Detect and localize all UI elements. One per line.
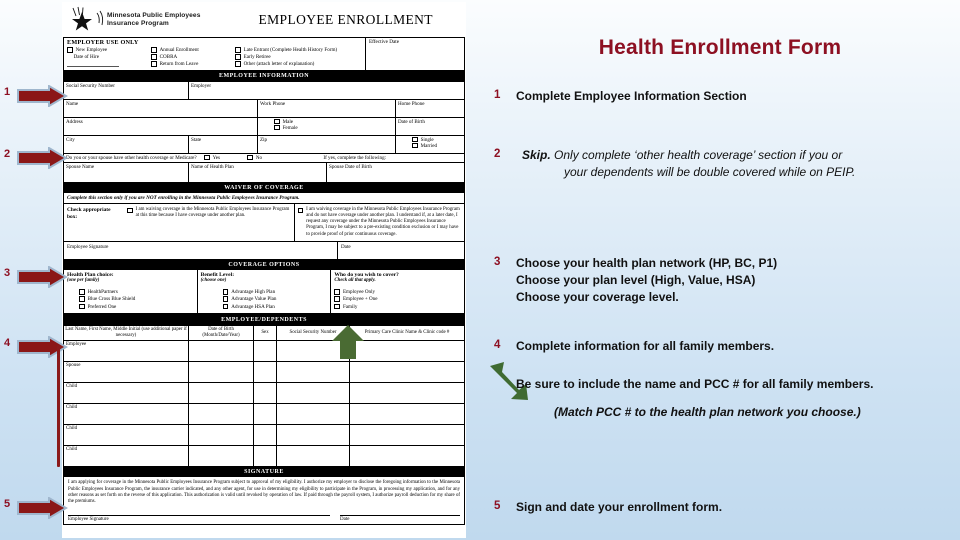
field-spouse-name[interactable]: Spouse Name [64,162,189,182]
field-marital-status[interactable]: Single Married [396,135,465,153]
page-title: Health Enrollment Form [598,36,842,59]
waiver-employee-signature[interactable]: Employee Signature [67,243,109,250]
employer-use-only-title: EMPLOYER USE ONLY [67,39,139,46]
form-document-title: EMPLOYEE ENROLLMENT [258,12,433,27]
checkbox-late-entrant[interactable]: Late Entrant (Complete Health History Form) [235,47,362,54]
table-row [64,135,465,153]
step-text: Complete Employee Information Section [516,89,747,103]
checkbox-icon [274,125,280,131]
field-work-phone[interactable]: Work Phone [258,99,396,117]
cell-dob[interactable] [189,404,254,425]
step-number: 1 [494,89,501,101]
step-text: Complete information for all family members. [516,339,775,353]
signature-banner: SIGNATURE [63,467,465,477]
form-header [63,3,465,37]
cell-sex[interactable] [254,383,277,404]
table-row [64,446,465,467]
employee-information-banner: EMPLOYEE INFORMATION [63,71,465,81]
checkbox-icon [235,54,241,60]
checkbox-advantage-value[interactable]: Advantage Value Plan [223,296,328,303]
checkbox-early-retiree[interactable]: Early Retiree [235,54,362,61]
checkbox-new-employee[interactable]: New Employee [67,47,151,54]
cell-dob[interactable] [189,362,254,383]
row-label: Spouse [64,362,189,383]
cell-dob[interactable] [189,425,254,446]
peip-star-logo-icon [67,5,107,35]
step-3 [494,255,954,306]
checkbox-icon [412,143,418,149]
employee-information-table [63,81,465,183]
step-2 [494,147,954,181]
table-row [64,162,465,182]
checkbox-icon [79,296,85,302]
checkbox-icon [334,296,340,302]
red-range-bar [57,345,60,467]
waiver-check-label: Check appropriate box: [67,206,111,220]
field-zip[interactable]: Zip [258,135,396,153]
checkbox-icon [223,296,229,302]
step2-body: Only complete ‘other health coverage’ section if you or [554,148,843,162]
field-address[interactable]: Address [64,117,258,135]
row-label: Employee [64,341,189,362]
enrollment-form-document [62,2,466,538]
step-text: Choose your health plan network (HP, BC, P1) Choose your plan level (High, Value, HSA) Choose your coverage level. [516,256,778,304]
date-of-hire-line [67,61,151,68]
table-row [64,404,465,425]
checkbox-icon [334,289,340,295]
table-row [64,153,465,162]
checkbox-icon [79,289,85,295]
waiver-date[interactable]: Date [337,242,464,259]
table-row [64,362,465,383]
cell-pcc[interactable] [350,425,465,446]
checkbox-icon [247,155,253,161]
checkbox-employee-plus-one[interactable]: Employee + One [334,296,461,303]
who-to-cover-group: Who do you wish to cover? Check all that apply. Employee Only Employee + One Family [330,270,464,313]
table-row [64,425,465,446]
checkbox-icon [274,119,280,125]
cell-pcc[interactable] [350,404,465,425]
signature-date-line[interactable]: Date [340,515,460,522]
field-state[interactable]: State [189,135,258,153]
cell-pcc[interactable] [350,383,465,404]
col-name: Last Name, First Name, Middle Initial (use additional paper if necessary) [64,326,189,341]
note-pcc: PCC # [704,377,740,391]
step-number: 4 [494,339,501,351]
step-number: 5 [494,500,501,512]
waiver-banner: WAIVER OF COVERAGE [63,183,465,193]
field-name[interactable]: Name [64,99,258,117]
field-sex[interactable]: Male Female [258,117,396,135]
red-arrow-label-5: 5 [4,498,11,510]
field-ssn[interactable]: Social Security Number [64,81,189,99]
coverage-options-section [63,270,465,315]
checkbox-annual-enrollment[interactable]: Annual Enrollment [151,47,235,54]
col-pcc: Primary Care Clinic Name & Clinic code # [350,326,465,341]
col-sex: Sex [254,326,277,341]
checkbox-icon [235,47,241,53]
field-other-coverage-question[interactable]: Do you or your spouse have other health coverage or Medicare? Yes No If yes, complete the following: [64,153,465,162]
cell-pcc[interactable] [350,446,465,467]
cell-ssn[interactable] [277,425,350,446]
signature-employee-line[interactable]: Employee Signature [68,515,330,522]
red-arrow-3 [16,266,68,288]
signature-agreement-text: I am applying for coverage in the Minnesota Public Employees Insurance Program subject to approval of my eligibility. I authorize my employer to disclose the foregoing information to the Minnesota Public Employees Insurance Program, the insurance carrier indicated, and any other agent, for use in determining my eligibility to participate in the Program, in processing my application, and for any other reasons as set forth on the reverse of this application. This authorization is valid until revoked by operation of law. If paid through the payroll system, I authorize payroll deduction for my share of the premiums. [63,477,465,509]
note-post: for all family members. [739,377,874,391]
field-city[interactable]: City [64,135,189,153]
red-arrow-label-3: 3 [4,267,11,279]
checkbox-icon [223,289,229,295]
red-arrow-5 [16,497,68,519]
red-arrow-1 [16,85,68,107]
instructions-panel [480,0,960,540]
cell-ssn[interactable] [277,383,350,404]
cell-ssn[interactable] [277,446,350,467]
step-text [516,147,855,181]
waiver-option-1[interactable]: I am waiving coverage in the Minnesota Public Employees Insurance Program at this time because I have coverage under another plan. [124,204,294,241]
step-number: 3 [494,256,501,268]
red-arrow-4 [16,336,68,358]
red-arrow-label-4: 4 [4,337,11,349]
step2-body-2: your dependents will be double covered while on PEIP. [564,165,856,179]
checkbox-icon [204,155,210,161]
note-pre: Be sure to include the [516,377,645,391]
field-spouse-dob[interactable]: Spouse Date of Birth [327,162,465,182]
table-header-row [64,326,465,341]
cell-dob[interactable] [189,446,254,467]
table-row [64,341,465,362]
checkbox-preferredone[interactable]: Preferred One [79,304,194,311]
spacer [67,55,71,59]
field-home-phone[interactable]: Home Phone [396,99,465,117]
dependents-banner: EMPLOYEE/DEPENDENTS [63,315,465,325]
note-name: name [644,377,677,391]
cell-sex[interactable] [254,362,277,383]
checkbox-cobra[interactable]: COBRA [151,54,235,61]
table-row [64,99,465,117]
cell-sex[interactable] [254,446,277,467]
checkbox-icon [151,47,157,53]
row-label: Child [64,404,189,425]
waiver-section [63,193,465,260]
table-row [64,81,465,99]
cell-dob[interactable] [189,341,254,362]
checkbox-bluecross[interactable]: Blue Cross Blue Shield [79,296,194,303]
checkbox-icon [334,304,340,310]
note-match-pcc: (Match PCC # to the health plan network you choose.) [554,405,861,419]
form-org-name: Minnesota Public Employees Insurance Program [107,12,201,27]
step-text: Sign and date your enrollment form. [516,500,723,514]
red-arrow-label-1: 1 [4,86,11,98]
row-label: Child [64,446,189,467]
green-arrow-form-pcc [328,325,368,368]
waiver-option-2[interactable]: I am waiving coverage in the Minnesota Public Employees Insurance Program and do not have coverage under another plan. I understand if, at a later date, I request any coverage under the Minnesota Public Employees Insurance Program, I may be subject to a pre-existing condition exclusion or I may have to provide proof of prior continuous coverage. [294,204,465,241]
red-arrow-2 [16,147,68,169]
table-row [64,383,465,404]
cell-sex[interactable] [254,341,277,362]
note-mid: and [676,377,705,391]
checkbox-icon [127,208,133,214]
checkbox-icon [412,137,418,143]
benefit-level-group: Benefit Level: (choose one) Advantage High Plan Advantage Value Plan Advantage HSA Plan [197,270,331,313]
field-employer[interactable]: Employer [189,81,465,99]
cell-sex[interactable] [254,404,277,425]
checkbox-family[interactable]: Family [334,304,461,311]
row-label: Child [64,383,189,404]
step-4 [494,338,954,355]
red-arrow-label-2: 2 [4,148,11,160]
coverage-options-banner: COVERAGE OPTIONS [63,260,465,270]
cell-ssn[interactable] [277,404,350,425]
checkbox-return-from-leave[interactable]: Return from Leave [151,61,235,68]
checkbox-advantage-hsa[interactable]: Advantage HSA Plan [223,304,328,311]
checkbox-other[interactable]: Other (attach letter of explanation) [235,61,362,68]
col-dob: Date of Birth (Month/Date/Year) [189,326,254,341]
checkbox-icon [235,61,241,67]
checkbox-employee-only[interactable]: Employee Only [334,289,461,296]
health-plan-choice-group: Health Plan choice: (one per family) HealthPartners Blue Cross Blue Shield Preferred One [64,270,197,313]
checkbox-icon [151,61,157,67]
waiver-note: Complete this section only if you are NOT enrolling in the Minnesota Public Employees Insurance Program. [64,193,464,204]
checkbox-icon [67,47,73,53]
table-row [64,117,465,135]
field-date-of-hire: Date of Hire [67,54,151,61]
checkbox-icon [151,54,157,60]
field-effective-date[interactable]: Effective Date [365,38,464,70]
col-ssn: Social Security Number [277,326,350,341]
checkbox-icon [298,208,304,214]
employer-use-only-section [63,37,465,71]
cell-dob[interactable] [189,383,254,404]
field-date-of-birth[interactable]: Date of Birth [396,117,465,135]
checkbox-icon [79,304,85,310]
step-1 [494,88,954,105]
checkbox-icon [223,304,229,310]
step-5 [494,499,954,516]
checkbox-advantage-high[interactable]: Advantage High Plan [223,289,328,296]
step-number: 2 [494,148,501,160]
checkbox-healthpartners[interactable]: HealthPartners [79,289,194,296]
dependents-table [63,325,465,467]
row-label: Child [64,425,189,446]
field-health-plan-name[interactable]: Name of Health Plan [189,162,327,182]
cell-sex[interactable] [254,425,277,446]
step2-lead: Skip. [522,148,551,162]
note-be-sure [516,376,956,393]
